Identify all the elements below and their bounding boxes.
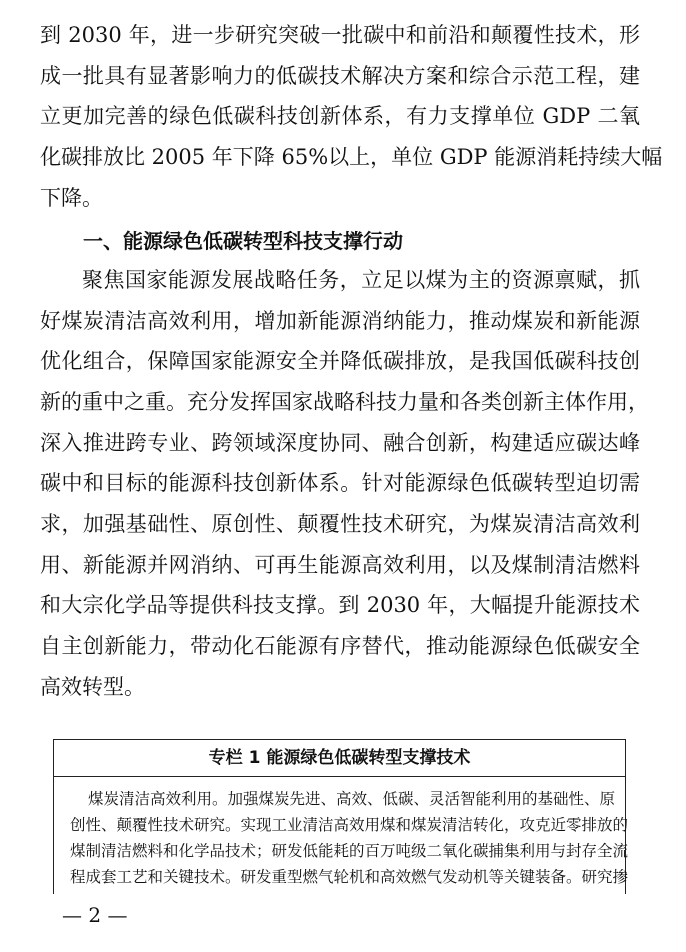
column-box-line: 煤制清洁燃料和化学品技术；研发低能耗的百万吨级二氧化碳捕集利用与封存全流 [70,842,629,860]
body-line: 深入推进跨专业、跨领域深度协同、融合创新，构建适应碳达峰 [40,431,640,455]
column-box-title: 专栏 1 能源绿色低碳转型支撑技术 [54,740,625,777]
intro-line: 立更加完善的绿色低碳科技创新体系，有力支撑单位 GDP 二氧 [40,104,640,128]
intro-line: 化碳排放比 2005 年下降 65%以上，单位 GDP 能源消耗持续大幅 [40,145,663,169]
body-line: 碳中和目标的能源科技创新体系。针对能源绿色低碳转型迫切需 [40,471,640,495]
body-line: 好煤炭清洁高效利用，增加新能源消纳能力，推动煤炭和新能源 [40,309,640,333]
intro-line: 成一批具有显著影响力的低碳技术解决方案和综合示范工程，建 [40,64,640,88]
body-line: 和大宗化学品等提供科技支撑。到 2030 年，大幅提升能源技术 [40,593,640,617]
intro-line: 到 2030 年，进一步研究突破一批碳中和前沿和颠覆性技术，形 [40,23,640,47]
body-line: 新的重中之重。充分发挥国家战略科技力量和各类创新主体作用， [40,390,649,414]
column-box-line: 创性、颠覆性技术研究。实现工业清洁高效用煤和煤炭清洁转化，攻克近零排放的 [70,816,629,834]
body-line: 高效转型。 [40,675,145,699]
intro-line: 下降。 [40,186,103,210]
column-box [53,739,629,894]
section-heading: 一、能源绿色低碳转型科技支撑行动 [83,229,403,253]
body-line: 聚焦国家能源发展战略任务，立足以煤为主的资源禀赋，抓 [82,268,640,292]
column-box-line: 煤炭清洁高效利用。加强煤炭先进、高效、低碳、灵活智能利用的基础性、原 [88,790,616,808]
body-line: 优化组合，保障国家能源安全并降低碳排放，是我国低碳科技创 [40,349,640,373]
body-line: 用、新能源并网消纳、可再生能源高效利用，以及煤制清洁燃料 [40,553,640,577]
page-number: — 2 — [62,903,128,927]
body-line: 求，加强基础性、原创性、颠覆性技术研究，为煤炭清洁高效利 [40,512,640,536]
column-box-line: 程成套工艺和关键技术。研发重型燃气轮机和高效燃气发动机等关键装备。研究掺 [70,868,629,886]
body-line: 自主创新能力，带动化石能源有序替代，推动能源绿色低碳安全 [40,634,640,658]
